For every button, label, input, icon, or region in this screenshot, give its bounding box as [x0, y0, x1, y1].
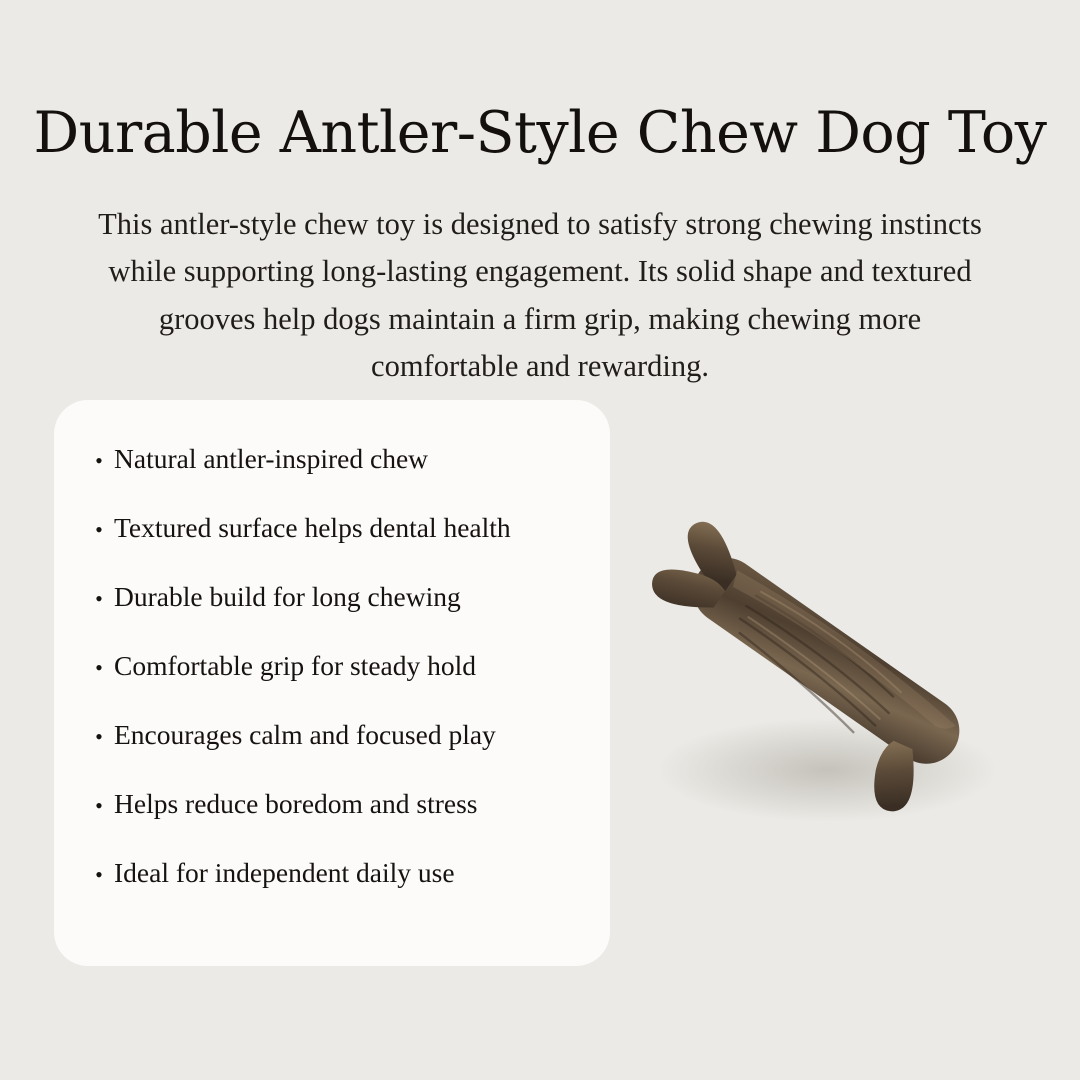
- feature-text: Helps reduce boredom and stress: [114, 788, 478, 819]
- list-item: [84, 718, 580, 751]
- feature-text: Ideal for independent daily use: [114, 857, 455, 888]
- bullet-icon: •: [95, 793, 103, 818]
- bullet-icon: •: [95, 586, 103, 611]
- bullet-icon: •: [95, 517, 103, 542]
- page-title: Durable Antler-Style Chew Dog Toy: [33, 100, 1047, 167]
- feature-text: Textured surface helps dental health: [114, 512, 511, 543]
- feature-text: Comfortable grip for steady hold: [114, 650, 476, 681]
- bullet-icon: •: [95, 724, 103, 749]
- feature-text: Encourages calm and focused play: [114, 719, 496, 750]
- bullet-icon: •: [95, 448, 103, 473]
- list-item: [84, 649, 580, 682]
- bullet-icon: •: [95, 862, 103, 887]
- feature-card: [54, 400, 610, 966]
- page-subtitle: This antler-style chew toy is designed to satisfy strong chewing instincts while supporting long-lasting engagement. Its solid shape and textured grooves help dogs maintain a firm grip, making chewing more comfortable and rewarding.: [98, 206, 982, 384]
- list-item: [84, 511, 580, 544]
- list-item: [84, 580, 580, 613]
- product-photo: [612, 470, 1042, 870]
- bullet-icon: •: [95, 655, 103, 680]
- list-item: [84, 442, 580, 475]
- list-item: [84, 787, 580, 820]
- feature-text: Natural antler-inspired chew: [114, 443, 429, 474]
- feature-list: [84, 442, 580, 889]
- feature-text: Durable build for long chewing: [114, 581, 461, 612]
- list-item: [84, 856, 580, 889]
